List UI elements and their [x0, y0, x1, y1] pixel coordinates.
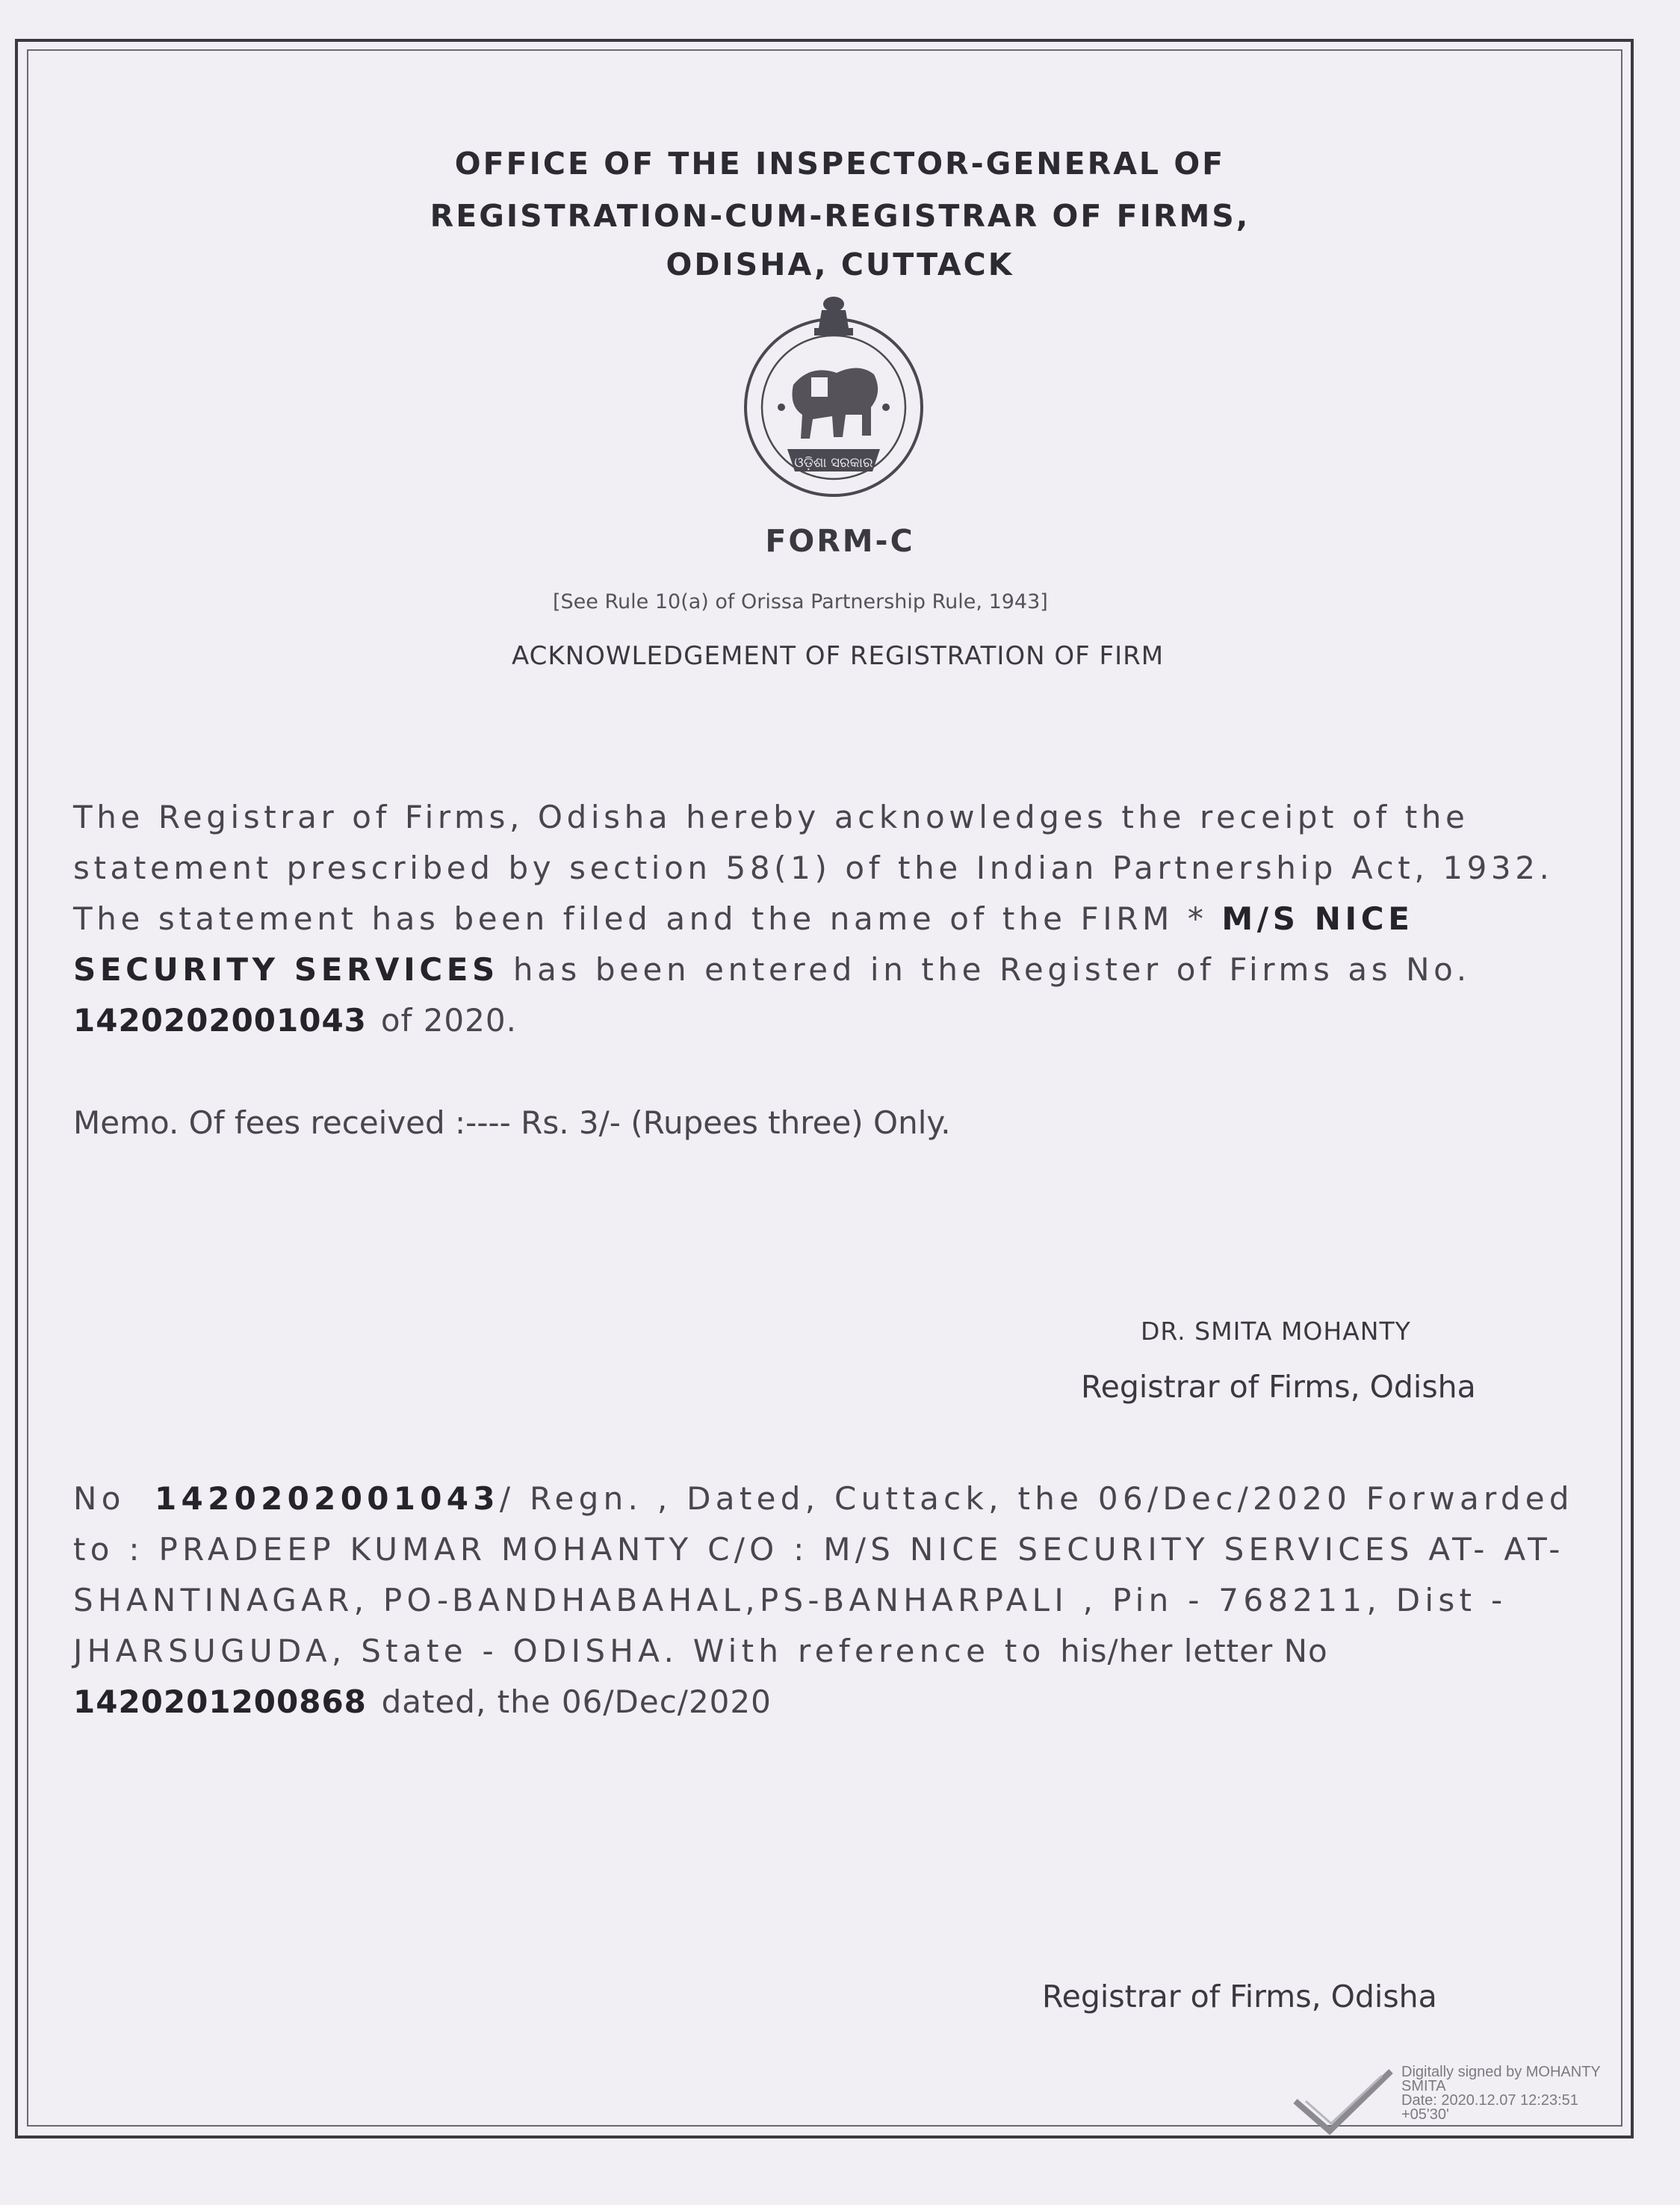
rule-reference: [See Rule 10(a) of Orissa Partnership Rule, 1943]: [553, 590, 1048, 613]
ack-text-3: of 2020.: [380, 1002, 517, 1039]
signatory-title: Registrar of Firms, Odisha: [1081, 1369, 1476, 1405]
forward-registration-number: 1420202001043: [155, 1480, 500, 1517]
acknowledgement-paragraph: [73, 792, 1596, 1046]
signatory-name: DR. SMITA MOHANTY: [1141, 1317, 1411, 1346]
office-header-line-1: OFFICE OF THE INSPECTOR-GENERAL OF: [454, 146, 1226, 182]
digital-signature-line-2: SMITA: [1401, 2078, 1446, 2094]
office-header-line-3: ODISHA, CUTTACK: [666, 247, 1014, 282]
forward-address: Forwarded to : PRADEEP KUMAR MOHANTY C/O : M/S NICE SECURITY SERVICES AT- AT-SHANTINAGAR, PO-BANDHABAHAL,PS-BANHARPALI , Pin - 768211, Dist - JHARSUGUDA, State - ODISHA. With reference to: [73, 1480, 1574, 1669]
acknowledgement-title: ACKNOWLEDGEMENT OF REGISTRATION OF FIRM: [512, 641, 1165, 671]
registration-number: 1420202001043: [73, 1002, 367, 1039]
forward-date-line: / Regn. , Dated, Cuttack, the 06/Dec/2020: [499, 1480, 1352, 1517]
letter-prefix: his/her letter No: [1060, 1633, 1328, 1669]
digital-signature-line-3: Date: 2020.12.07 12:23:51: [1401, 2092, 1578, 2109]
ack-text-1: The Registrar of Firms, Odisha hereby acknowledges the receipt of the statement prescribed by section 58(1) of the Indian Partnership Act, 1932. The statement has been filed and the name of the FIRM *: [73, 799, 1554, 937]
digital-signature-block: [1401, 2065, 1601, 2122]
memo-of-fees: Memo. Of fees received :---- Rs. 3/- (Rupees three) Only.: [73, 1104, 951, 1141]
firm-name: M/S NICE SECURITY SERVICES: [73, 900, 1414, 988]
odisha-government-seal-icon: [740, 295, 928, 504]
letter-number: 1420201200868: [73, 1683, 367, 1720]
forwarding-paragraph: [73, 1473, 1596, 1728]
footer-signature: Registrar of Firms, Odisha: [1042, 1979, 1437, 2014]
office-header-line-2: REGISTRATION-CUM-REGISTRAR OF FIRMS,: [430, 198, 1250, 234]
digital-signature-line-4: +05'30': [1401, 2106, 1449, 2123]
form-title: FORM-C: [765, 523, 915, 559]
digital-signature-line-1: Digitally signed by MOHANTY: [1401, 2064, 1601, 2080]
forward-no-label: No: [73, 1480, 125, 1517]
seal-caption: ଓଡ଼ିଶା ସରକାର: [794, 455, 873, 471]
ack-text-2: has been entered in the Register of Firms as No.: [512, 951, 1471, 988]
letter-date: dated, the 06/Dec/2020: [381, 1683, 772, 1720]
